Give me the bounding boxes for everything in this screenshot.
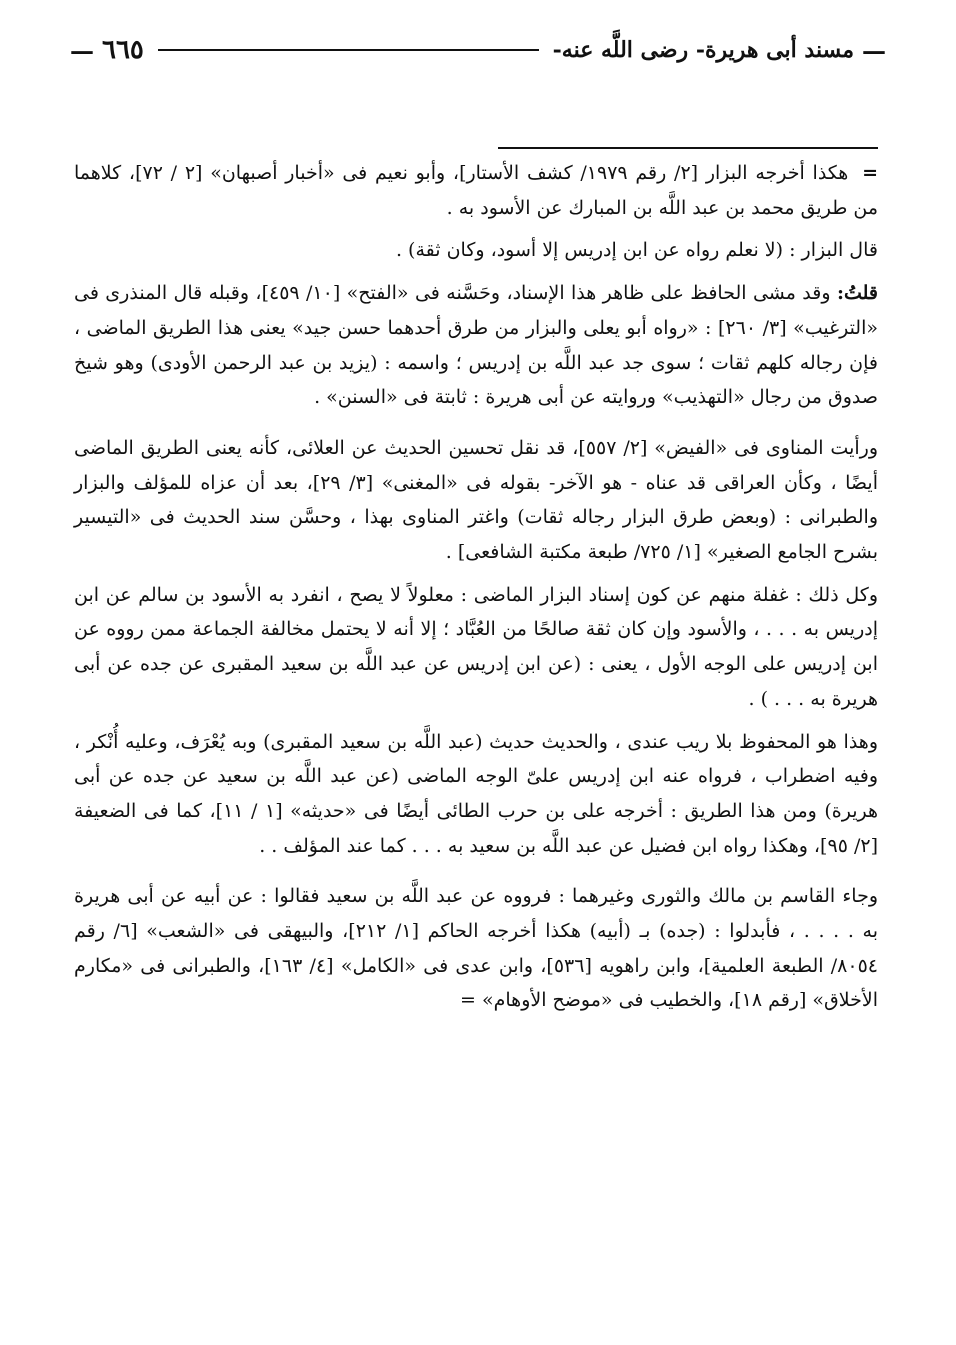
footnote-body [74,156,878,1026]
footnote-paragraph [74,233,878,268]
paragraph-text: قال البزار : (لا نعلم رواه عن ابن إدريس إلا أسود، وكان ثقة) . [395,239,878,262]
running-title: مسند أبى هريرة- رضى اللَّه عنه- [552,37,854,63]
footnote-separator [498,147,878,149]
footnote-paragraph [74,431,878,570]
paragraph-text: وجاء القاسم بن مالك والثورى وغيرهما : فرووه عن عبد اللَّه بن سعيد فقالوا : عن أبيه عن أبى هريرة به . . . . ، فأبدلوا : (جده) بـ (أبيه) هكذا أخرجه الحاكم [١/ ٢١٢]، والبيهقى فى «الشعب» [٦/ رقم ٨٠٥٤/ الطبعة العلمية]، وابن راهويه [٥٣٦]، وابن عدى فى «الكامل» [٤/ ١٦٣]، والطبرانى فى «مكارم الأخلاق» [رقم ١٨]، والخطيب فى «موضح الأوهام» = [74,885,878,1012]
footnote-paragraph [74,879,878,1018]
footnote-paragraph [74,725,878,864]
paragraph-text: هكذا أخرجه البزار [٢/ رقم ١٩٧٩/ كشف الأستار]، وأبو نعيم فى «أخبار أصبهان» [٢ / ٧٢]، كلاهما من طريق محمد بن عبد اللَّه بن المبارك عن الأسود به . [74,162,878,219]
qultu-label: قلتُ: [836,282,878,305]
continuation-mark: = [862,162,878,184]
header-dash-right: — [862,35,886,65]
running-header [70,30,886,70]
footnote-paragraph [74,156,878,225]
footnote-paragraph [74,276,878,415]
paragraph-text: وكل ذلك : غفلة منهم عن كون إسناد البزار الماضى : معلولاً لا يصح ، انفرد به الأسود بن سالم عن ابن إدريس به . . . ، والأسود وإن كان ثقة صالحًا من العُبَّاد ؛ إلا أنه لا يحتمل مخالفة الجماعة ممن رووه عن ابن إدريس على الوجه الأول ، يعنى : (عن ابن إدريس عن عبد اللَّه بن سعيد المقبرى عن جده عن أبى هريرة به . . . ) . [74,583,878,710]
header-dash-left: — [70,35,94,65]
paragraph-text: وقد مشى الحافظ على ظاهر هذا الإسناد، وحَسَّنه فى «الفتح» [١٠/ ٤٥٩]، وقبله قال المنذرى فى «الترغيب» [٣/ ٢٦٠] : «رواه أبو يعلى والبزار من طرق أحدهما حسن جيد» يعنى هذا الطريق الماضى ، فإن رجاله كلهم ثقات ؛ سوى جد عبد اللَّه بن إدريس ؛ واسمه : (يزيد بن عبد الرحمن الأودى) وهو شيخ صدوق من رجال «التهذيب» وروايته عن أبى هريرة : ثابتة فى «السنن» . [74,282,878,409]
footnote-paragraph [74,578,878,717]
paragraph-text: ورأيت المناوى فى «الفيض» [٢/ ٥٥٧]، قد نقل تحسين الحديث عن العلائى، كأنه يعنى الطريق الماضى أيضًا ، وكأن العراقى قد عناه - هو الآخر- بقوله فى «المغنى» [٣/ ٢٩]، بعد أن عزاه للمؤلف والبزار والطبرانى : (وبعض طرق البزار رجاله ثقات) واغتر المناوى بهذا ، وحسَّن سند الحديث فى «التيسير بشرح الجامع الصغير» [١/ ٧٢٥/ طبعة مكتبة الشافعى] . [74,436,878,564]
page-number: ٦٦٥ [102,35,144,65]
paragraph-text: وهذا هو المحفوظ بلا ريب عندى ، والحديث حديث (عبد اللَّه بن سعيد المقبرى) وبه يُعْرَف، وعليه أُنْكر ، وفيه اضطراب ، فرواه عنه ابن إدريس علىّ الوجه الماضى (عن عبد اللَّه بن سعيد عن جده عن أبى هريرة) ومن هذا الطريق : أخرجه على بن حرب الطائى أيضًا فى «حديثه» [١ / ١١]، كما فى الضعيفة [٢/ ٩٥]، وهكذا رواه ابن فضيل عن عبد اللَّه بن سعيد به . . . كما عند المؤلف . . [74,730,879,857]
header-rule [158,49,539,51]
